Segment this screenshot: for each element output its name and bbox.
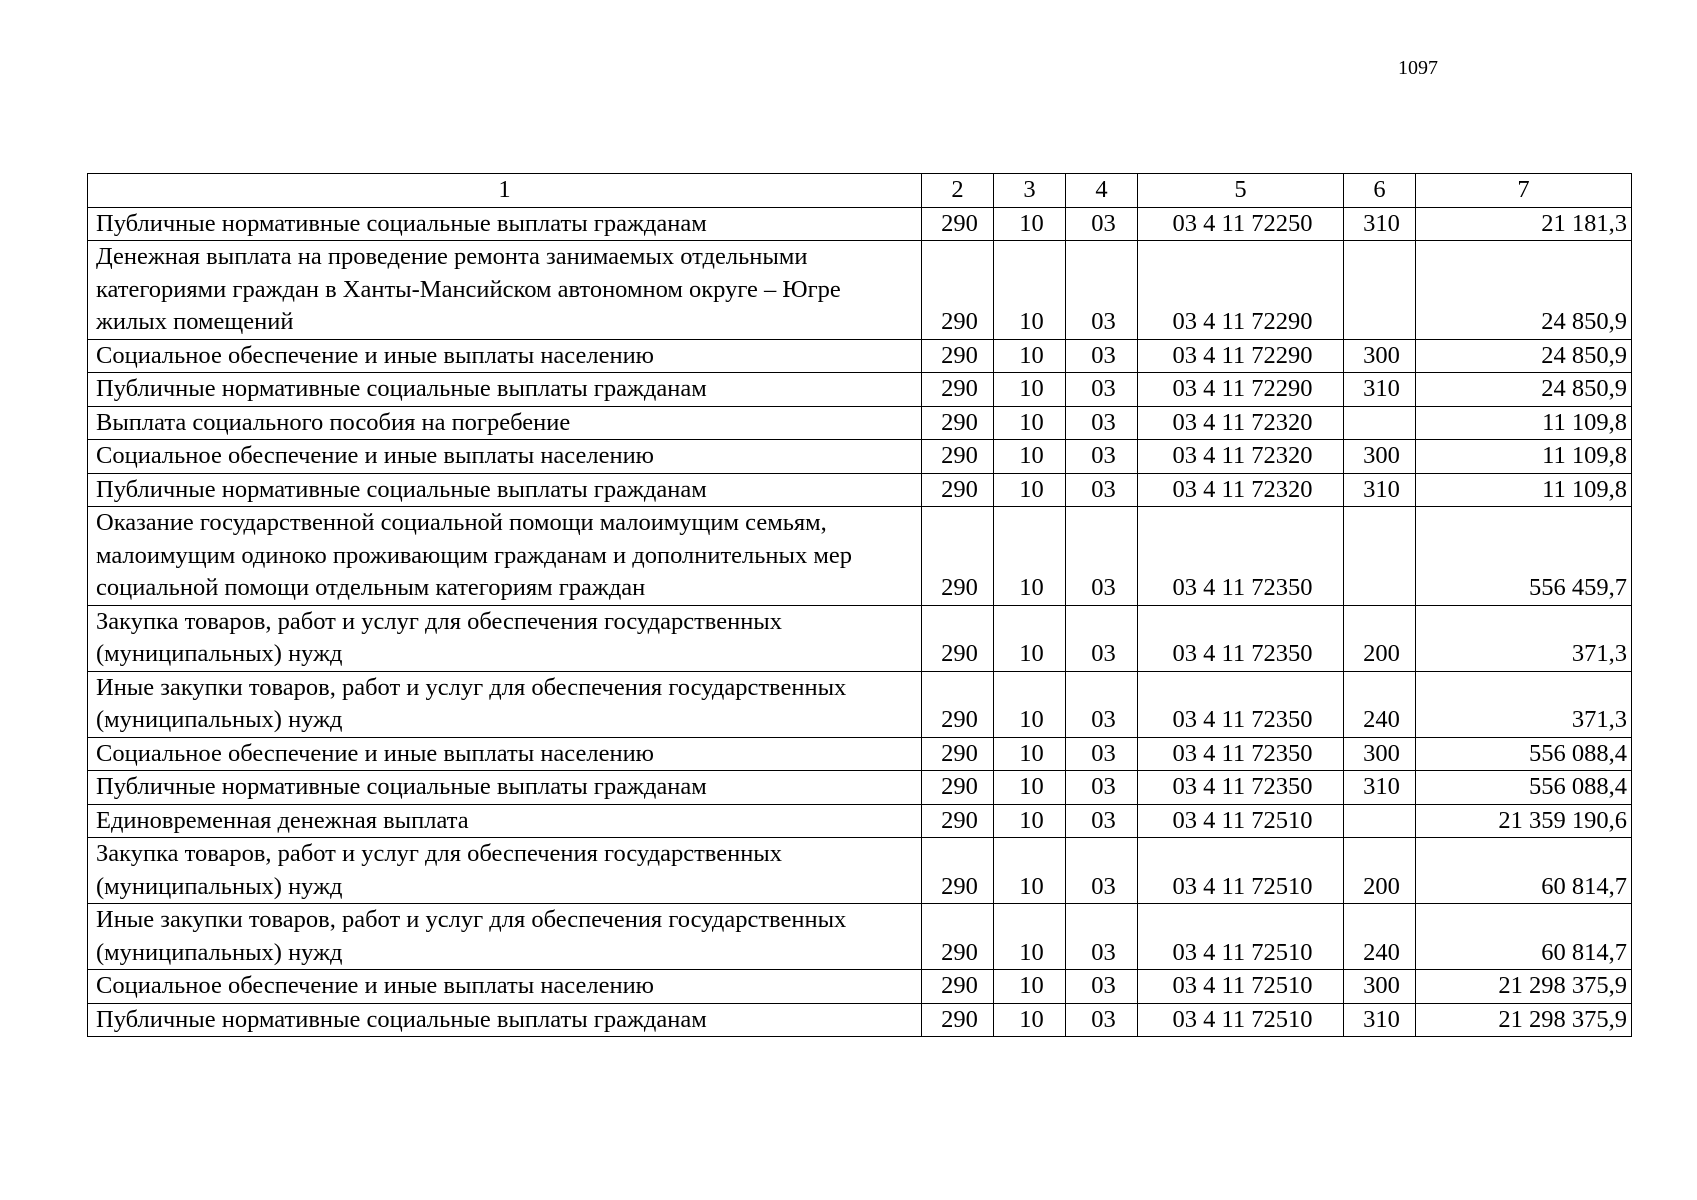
table-row <box>88 671 1632 737</box>
row-code-cell: 290 <box>922 804 994 838</box>
row-amount-cell: 21 298 375,9 <box>1416 970 1632 1004</box>
row-amount-cell: 21 181,3 <box>1416 207 1632 241</box>
row-target-article-cell: 03 4 11 72350 <box>1138 771 1344 805</box>
row-expense-type-cell: 300 <box>1344 339 1416 373</box>
row-subsection-cell: 03 <box>1066 507 1138 606</box>
row-name-cell: Единовременная денежная выплата <box>88 804 922 838</box>
row-code-cell: 290 <box>922 970 994 1004</box>
row-expense-type-cell <box>1344 241 1416 340</box>
row-target-article-cell: 03 4 11 72290 <box>1138 373 1344 407</box>
row-section-cell: 10 <box>994 970 1066 1004</box>
row-subsection-cell: 03 <box>1066 241 1138 340</box>
row-target-article-cell: 03 4 11 72250 <box>1138 207 1344 241</box>
row-subsection-cell: 03 <box>1066 605 1138 671</box>
row-name-cell: Публичные нормативные социальные выплаты гражданам <box>88 771 922 805</box>
row-section-cell: 10 <box>994 507 1066 606</box>
row-amount-cell: 556 459,7 <box>1416 507 1632 606</box>
row-section-cell: 10 <box>994 241 1066 340</box>
row-section-cell: 10 <box>994 838 1066 904</box>
row-section-cell: 10 <box>994 339 1066 373</box>
row-target-article-cell: 03 4 11 72350 <box>1138 605 1344 671</box>
row-subsection-cell: 03 <box>1066 838 1138 904</box>
column-header: 7 <box>1416 174 1632 208</box>
row-target-article-cell: 03 4 11 72320 <box>1138 473 1344 507</box>
column-header: 6 <box>1344 174 1416 208</box>
row-subsection-cell: 03 <box>1066 373 1138 407</box>
row-name-cell: Иные закупки товаров, работ и услуг для обеспечения государственных (муниципальных) нужд <box>88 671 922 737</box>
row-amount-cell: 371,3 <box>1416 671 1632 737</box>
row-name-cell: Оказание государственной социальной помощи малоимущим семьям, малоимущим одиноко проживающим гражданам и дополнительных мер социальной помощи отдельным категориям граждан <box>88 507 922 606</box>
row-code-cell: 290 <box>922 473 994 507</box>
row-name-cell: Иные закупки товаров, работ и услуг для обеспечения государственных (муниципальных) нужд <box>88 904 922 970</box>
row-expense-type-cell: 240 <box>1344 671 1416 737</box>
row-section-cell: 10 <box>994 605 1066 671</box>
row-expense-type-cell: 310 <box>1344 1003 1416 1037</box>
row-target-article-cell: 03 4 11 72320 <box>1138 440 1344 474</box>
row-section-cell: 10 <box>994 1003 1066 1037</box>
row-expense-type-cell <box>1344 804 1416 838</box>
row-name-cell: Социальное обеспечение и иные выплаты населению <box>88 970 922 1004</box>
row-target-article-cell: 03 4 11 72320 <box>1138 406 1344 440</box>
table-row <box>88 406 1632 440</box>
row-subsection-cell: 03 <box>1066 904 1138 970</box>
row-code-cell: 290 <box>922 605 994 671</box>
table-row <box>88 804 1632 838</box>
row-expense-type-cell <box>1344 507 1416 606</box>
table-row <box>88 838 1632 904</box>
row-subsection-cell: 03 <box>1066 440 1138 474</box>
row-code-cell: 290 <box>922 440 994 474</box>
column-header: 1 <box>88 174 922 208</box>
row-name-cell: Социальное обеспечение и иные выплаты населению <box>88 737 922 771</box>
row-name-cell: Закупка товаров, работ и услуг для обеспечения государственных (муниципальных) нужд <box>88 838 922 904</box>
table-row <box>88 473 1632 507</box>
row-target-article-cell: 03 4 11 72290 <box>1138 241 1344 340</box>
row-name-cell: Публичные нормативные социальные выплаты гражданам <box>88 473 922 507</box>
table-row <box>88 605 1632 671</box>
row-target-article-cell: 03 4 11 72350 <box>1138 507 1344 606</box>
row-subsection-cell: 03 <box>1066 970 1138 1004</box>
row-expense-type-cell: 300 <box>1344 970 1416 1004</box>
row-section-cell: 10 <box>994 406 1066 440</box>
table-row <box>88 507 1632 606</box>
table-row <box>88 737 1632 771</box>
row-code-cell: 290 <box>922 406 994 440</box>
page-number: 1097 <box>1398 57 1438 79</box>
row-section-cell: 10 <box>994 373 1066 407</box>
row-expense-type-cell: 300 <box>1344 440 1416 474</box>
row-subsection-cell: 03 <box>1066 771 1138 805</box>
row-amount-cell: 556 088,4 <box>1416 771 1632 805</box>
row-name-cell: Публичные нормативные социальные выплаты гражданам <box>88 207 922 241</box>
row-code-cell: 290 <box>922 507 994 606</box>
row-name-cell: Выплата социального пособия на погребение <box>88 406 922 440</box>
row-code-cell: 290 <box>922 838 994 904</box>
row-amount-cell: 11 109,8 <box>1416 440 1632 474</box>
row-expense-type-cell: 200 <box>1344 605 1416 671</box>
table-row <box>88 970 1632 1004</box>
table-row <box>88 1003 1632 1037</box>
row-target-article-cell: 03 4 11 72510 <box>1138 838 1344 904</box>
row-code-cell: 290 <box>922 671 994 737</box>
row-subsection-cell: 03 <box>1066 1003 1138 1037</box>
table-row <box>88 373 1632 407</box>
row-name-cell: Социальное обеспечение и иные выплаты населению <box>88 440 922 474</box>
row-amount-cell: 60 814,7 <box>1416 838 1632 904</box>
row-subsection-cell: 03 <box>1066 406 1138 440</box>
row-section-cell: 10 <box>994 904 1066 970</box>
table-row <box>88 241 1632 340</box>
column-header: 3 <box>994 174 1066 208</box>
row-code-cell: 290 <box>922 737 994 771</box>
table-header-row <box>88 174 1632 208</box>
row-expense-type-cell: 310 <box>1344 771 1416 805</box>
row-amount-cell: 11 109,8 <box>1416 473 1632 507</box>
row-expense-type-cell: 300 <box>1344 737 1416 771</box>
row-name-cell: Публичные нормативные социальные выплаты гражданам <box>88 1003 922 1037</box>
row-amount-cell: 21 359 190,6 <box>1416 804 1632 838</box>
row-code-cell: 290 <box>922 207 994 241</box>
row-target-article-cell: 03 4 11 72510 <box>1138 1003 1344 1037</box>
row-code-cell: 290 <box>922 904 994 970</box>
row-name-cell: Закупка товаров, работ и услуг для обеспечения государственных (муниципальных) нужд <box>88 605 922 671</box>
row-target-article-cell: 03 4 11 72350 <box>1138 737 1344 771</box>
row-name-cell: Публичные нормативные социальные выплаты гражданам <box>88 373 922 407</box>
row-code-cell: 290 <box>922 339 994 373</box>
row-code-cell: 290 <box>922 1003 994 1037</box>
row-code-cell: 290 <box>922 241 994 340</box>
row-name-cell: Социальное обеспечение и иные выплаты населению <box>88 339 922 373</box>
row-section-cell: 10 <box>994 804 1066 838</box>
row-amount-cell: 11 109,8 <box>1416 406 1632 440</box>
table-row <box>88 771 1632 805</box>
row-amount-cell: 60 814,7 <box>1416 904 1632 970</box>
row-amount-cell: 556 088,4 <box>1416 737 1632 771</box>
row-amount-cell: 24 850,9 <box>1416 241 1632 340</box>
column-header: 4 <box>1066 174 1138 208</box>
column-header: 2 <box>922 174 994 208</box>
table-row <box>88 207 1632 241</box>
row-subsection-cell: 03 <box>1066 671 1138 737</box>
row-section-cell: 10 <box>994 473 1066 507</box>
row-section-cell: 10 <box>994 207 1066 241</box>
table-row <box>88 904 1632 970</box>
table-body <box>88 207 1632 1037</box>
row-name-cell: Денежная выплата на проведение ремонта занимаемых отдельными категориями граждан в Ханты-Мансийском автономном округе – Югре жилых помещений <box>88 241 922 340</box>
row-expense-type-cell: 310 <box>1344 373 1416 407</box>
row-target-article-cell: 03 4 11 72510 <box>1138 904 1344 970</box>
row-section-cell: 10 <box>994 737 1066 771</box>
row-expense-type-cell <box>1344 406 1416 440</box>
row-target-article-cell: 03 4 11 72510 <box>1138 970 1344 1004</box>
column-header: 5 <box>1138 174 1344 208</box>
row-amount-cell: 371,3 <box>1416 605 1632 671</box>
row-expense-type-cell: 240 <box>1344 904 1416 970</box>
row-subsection-cell: 03 <box>1066 339 1138 373</box>
row-target-article-cell: 03 4 11 72350 <box>1138 671 1344 737</box>
row-subsection-cell: 03 <box>1066 737 1138 771</box>
row-target-article-cell: 03 4 11 72510 <box>1138 804 1344 838</box>
row-code-cell: 290 <box>922 373 994 407</box>
row-section-cell: 10 <box>994 671 1066 737</box>
row-amount-cell: 24 850,9 <box>1416 339 1632 373</box>
row-target-article-cell: 03 4 11 72290 <box>1138 339 1344 373</box>
row-expense-type-cell: 310 <box>1344 207 1416 241</box>
row-amount-cell: 21 298 375,9 <box>1416 1003 1632 1037</box>
row-section-cell: 10 <box>994 440 1066 474</box>
row-expense-type-cell: 310 <box>1344 473 1416 507</box>
table-row <box>88 339 1632 373</box>
table-row <box>88 440 1632 474</box>
row-subsection-cell: 03 <box>1066 804 1138 838</box>
row-expense-type-cell: 200 <box>1344 838 1416 904</box>
row-code-cell: 290 <box>922 771 994 805</box>
row-amount-cell: 24 850,9 <box>1416 373 1632 407</box>
row-subsection-cell: 03 <box>1066 207 1138 241</box>
budget-table <box>87 173 1632 1037</box>
row-section-cell: 10 <box>994 771 1066 805</box>
row-subsection-cell: 03 <box>1066 473 1138 507</box>
